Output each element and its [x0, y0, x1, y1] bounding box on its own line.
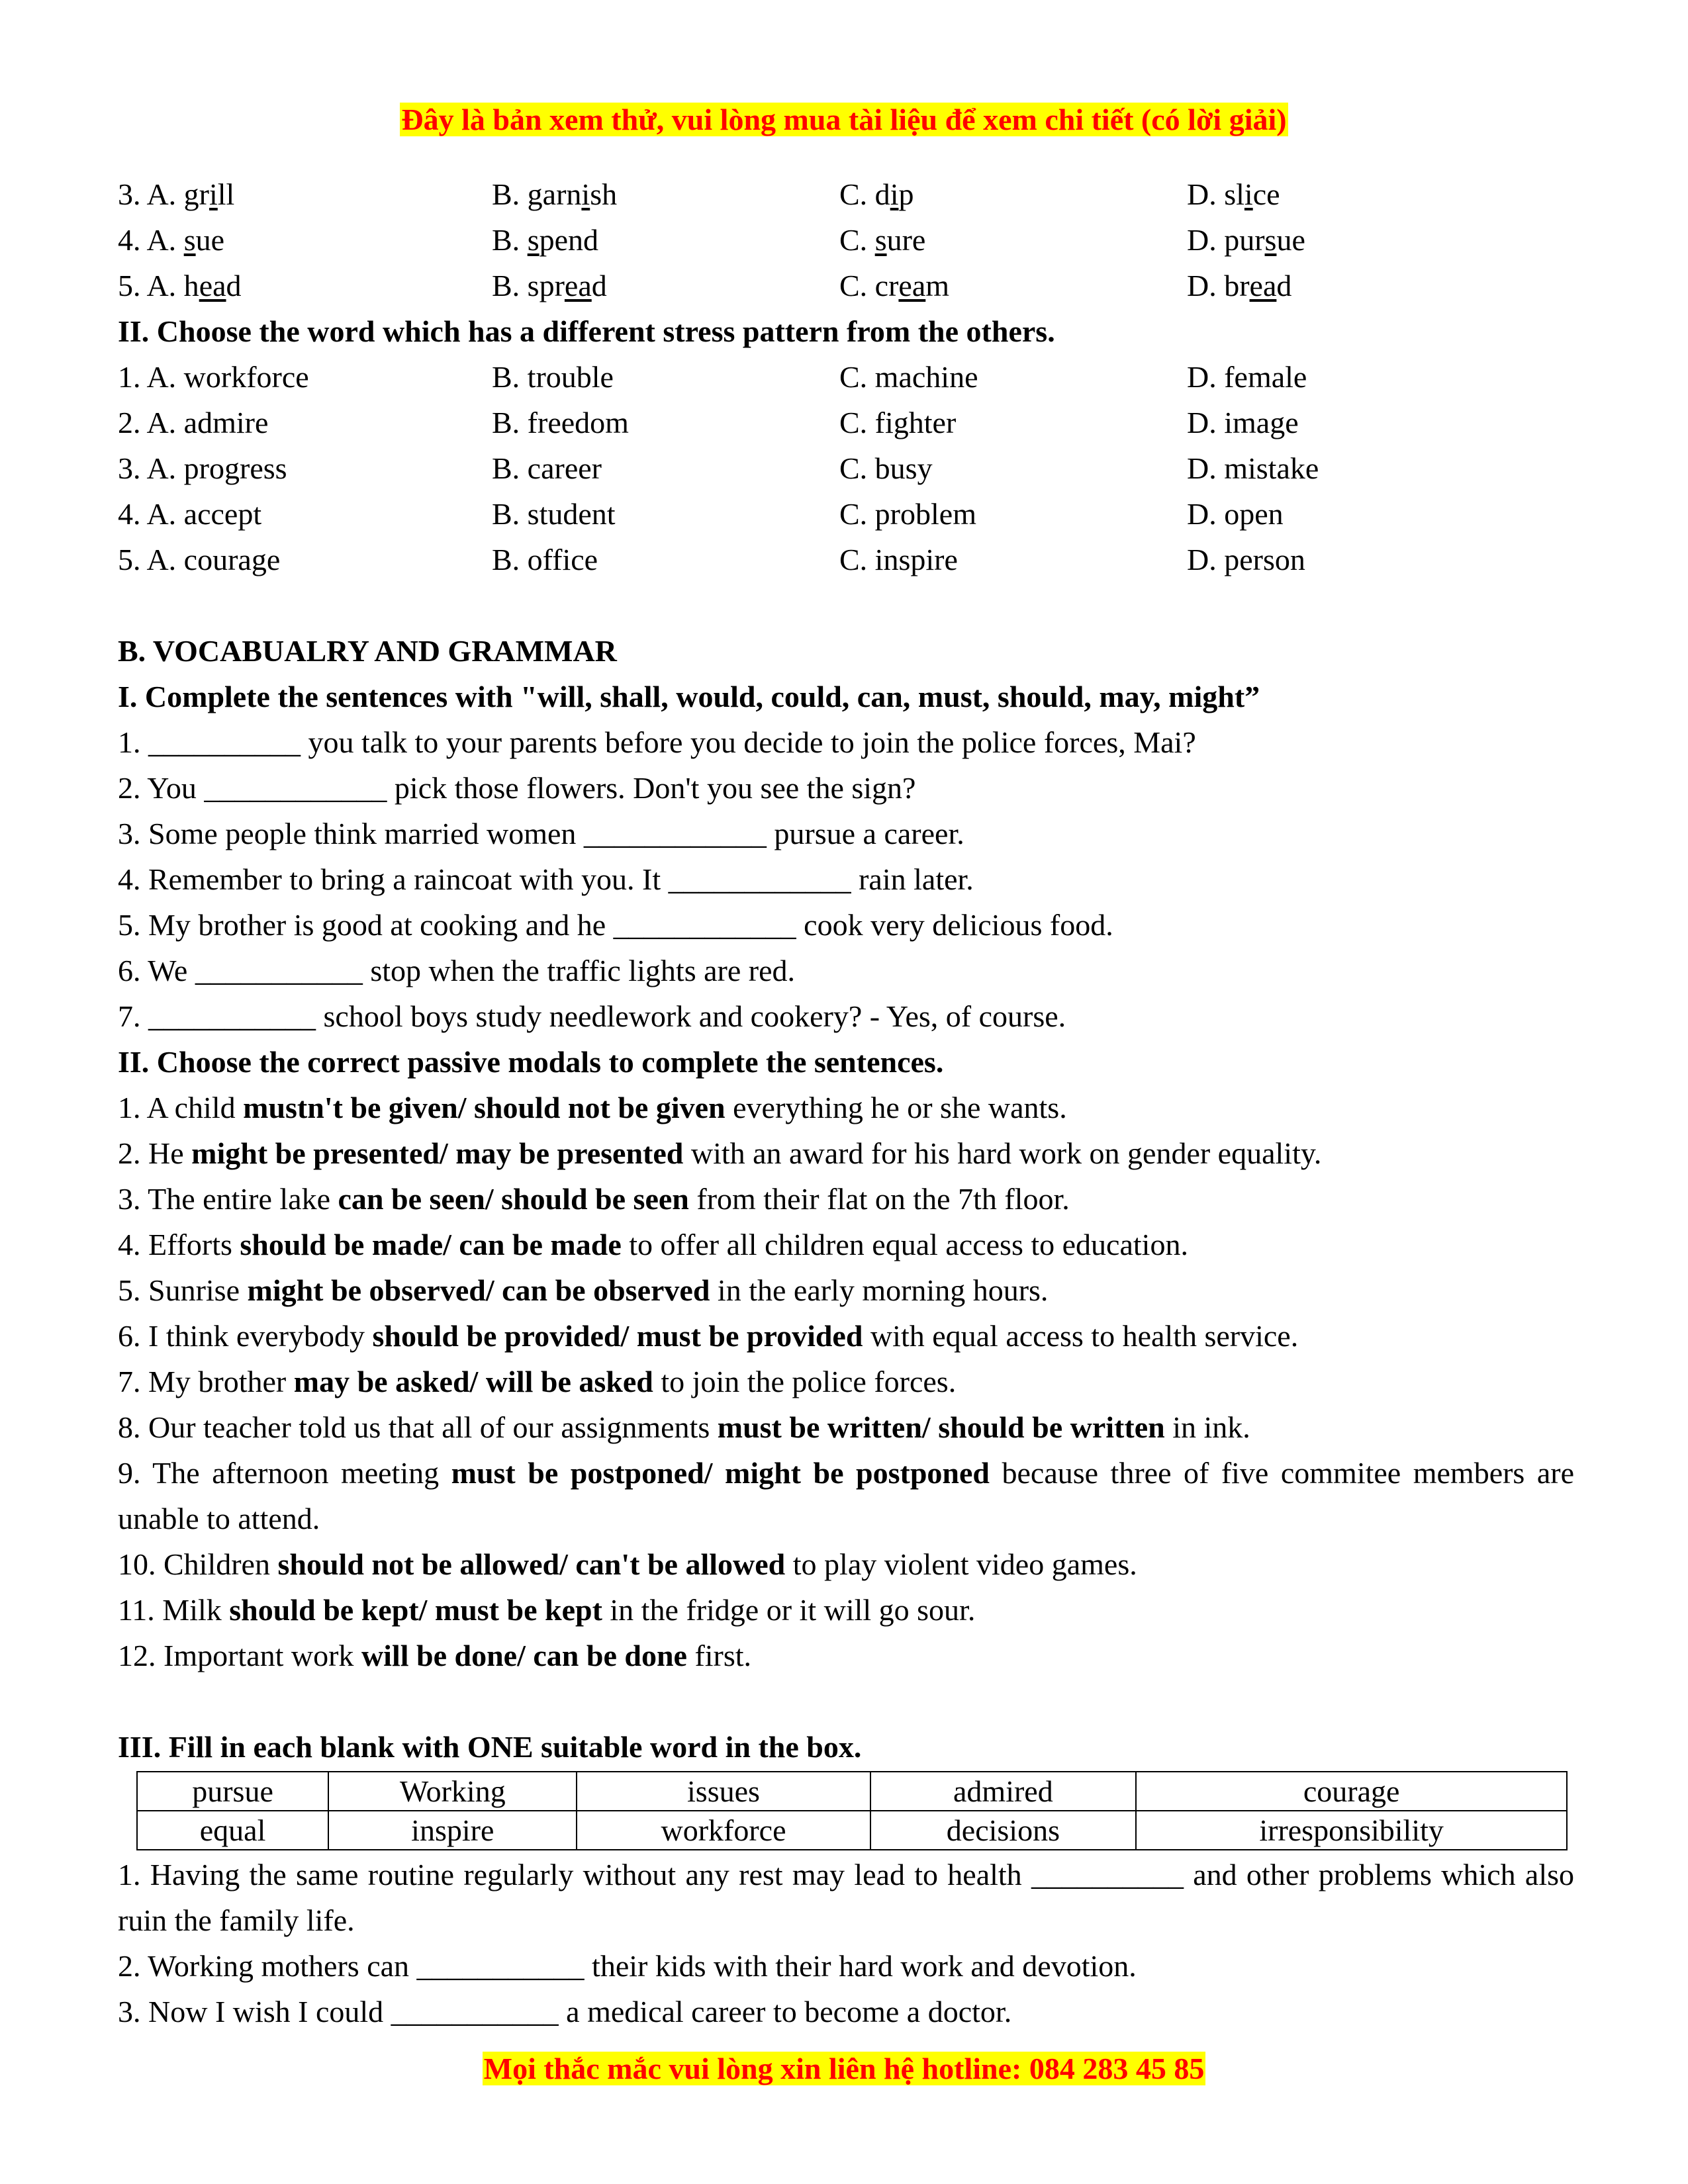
sentence-text: because three of five commitee members are unable to attend. [118, 1456, 1574, 1535]
stress-row [118, 354, 1574, 400]
option-text: B. [492, 223, 528, 257]
pronunciation-row [118, 217, 1574, 263]
pronunciation-row [118, 263, 1574, 308]
underlined-sound: i [209, 177, 218, 211]
word-box-cell: equal [137, 1811, 328, 1850]
part1-items [118, 719, 1574, 1039]
option-d: D. image [1187, 406, 1299, 439]
word-box-cell: Working [328, 1772, 577, 1811]
word-box-cell: admired [870, 1772, 1137, 1811]
sentence-text: from their flat on the 7th floor. [688, 1182, 1070, 1216]
stress-rows [118, 354, 1574, 582]
option-text: d [1276, 269, 1292, 302]
pronunciation-rows [118, 171, 1574, 308]
part3-heading: III. Fill in each blank with ONE suitable word in the box. [118, 1730, 862, 1764]
modal-choice: should be made/ can be made [240, 1228, 622, 1261]
option-text: B. garn [492, 177, 582, 211]
stress-row [118, 400, 1574, 445]
option-c [839, 263, 949, 308]
option-d: D. mistake [1187, 451, 1319, 485]
section-b-heading: B. VOCABUALRY AND GRAMMAR [118, 634, 617, 668]
modal-choice: may be asked/ will be asked [293, 1365, 653, 1398]
option-d [1187, 217, 1305, 263]
sentence-item [118, 1450, 1574, 1541]
option-text: d [591, 269, 607, 302]
option-a: 3. A. progress [118, 451, 287, 485]
option-text: ue [195, 223, 225, 257]
preview-notice-text: Đây là bản xem thử, vui lòng mua tài liệu để xem chi tiết (có lời giải) [401, 103, 1287, 136]
modal-choice: should not be allowed/ can't be allowed [277, 1547, 786, 1581]
hotline-banner [0, 2046, 1688, 2091]
option-c: C. machine [839, 360, 978, 394]
sentence-item [118, 1404, 1574, 1450]
sentence-item [118, 1313, 1574, 1359]
sentence-text: 8. Our teacher told us that all of our assignments [118, 1410, 718, 1444]
sentence-item [118, 1359, 1574, 1404]
part2-heading: II. Choose the correct passive modals to complete the sentences. [118, 1045, 944, 1079]
sentence-text: to offer all children equal access to education. [621, 1228, 1188, 1261]
option-b [492, 263, 607, 308]
preview-notice-banner [0, 97, 1688, 142]
option-b: B. career [492, 451, 602, 485]
sentence-item [118, 1633, 1574, 1678]
spacer [118, 582, 1574, 628]
underlined-sound: i [581, 177, 590, 211]
option-a: 4. A. accept [118, 497, 262, 531]
modal-choice: must be postponed/ might be postponed [451, 1456, 990, 1490]
sentence-text: to play violent video games. [785, 1547, 1137, 1581]
option-c [839, 171, 914, 217]
option-text: C. [839, 223, 875, 257]
sentence-item [118, 1085, 1574, 1130]
word-box-cell: pursue [137, 1772, 328, 1811]
stress-row [118, 491, 1574, 537]
option-d: D. open [1187, 497, 1284, 531]
option-text: D. br [1187, 269, 1250, 302]
stress-row [118, 537, 1574, 582]
underlined-sound: ea [199, 269, 226, 302]
part3-items [118, 1852, 1574, 2034]
option-text: sh [590, 177, 618, 211]
sentence-text: 3. The entire lake [118, 1182, 338, 1216]
option-b: B. student [492, 497, 616, 531]
underlined-sound: s [183, 223, 196, 257]
option-a: 5. A. courage [118, 543, 281, 576]
option-b [492, 171, 617, 217]
option-text: 3. A. gr [118, 177, 209, 211]
option-b: B. freedom [492, 406, 629, 439]
sentence-item [118, 1130, 1574, 1176]
sentence-text: 2. He [118, 1136, 192, 1170]
option-d [1187, 263, 1291, 308]
underlined-sound: ea [1249, 269, 1277, 302]
option-text: D. sl [1187, 177, 1244, 211]
stress-row [118, 445, 1574, 491]
option-text: m [925, 269, 950, 302]
option-text: C. cr [839, 269, 899, 302]
pronunciation-row [118, 171, 1574, 217]
sentence-text: 9. The afternoon meeting [118, 1456, 451, 1490]
modal-choice: might be observed/ can be observed [247, 1273, 710, 1307]
sentence-text: in the fridge or it will go sour. [602, 1593, 976, 1627]
sentence-item: 2. You ____________ pick those flowers. Don't you see the sign? [118, 771, 916, 805]
underlined-sound: s [527, 223, 539, 257]
option-b [492, 217, 598, 263]
stress-heading: II. Choose the word which has a different stress pattern from the others. [118, 314, 1055, 348]
modal-choice: should be kept/ must be kept [229, 1593, 602, 1627]
sentence-text: 5. Sunrise [118, 1273, 248, 1307]
word-box-row [137, 1772, 1567, 1811]
option-a [118, 217, 224, 263]
option-text: pend [539, 223, 599, 257]
part2-items [118, 1085, 1574, 1678]
option-c: C. problem [839, 497, 976, 531]
sentence-item: 6. We ___________ stop when the traffic lights are red. [118, 954, 795, 987]
word-box-cell: irresponsibility [1136, 1811, 1567, 1850]
word-box-cell: courage [1136, 1772, 1567, 1811]
sentence-item [118, 1176, 1574, 1222]
sentence-text: with equal access to health service. [863, 1319, 1299, 1353]
modal-choice: can be seen/ should be seen [338, 1182, 689, 1216]
underlined-sound: s [874, 223, 887, 257]
underlined-sound: i [890, 177, 899, 211]
sentence-text: with an award for his hard work on gender equality. [683, 1136, 1322, 1170]
option-text: ll [217, 177, 235, 211]
sentence-item: 7. ___________ school boys study needlework and cookery? - Yes, of course. [118, 999, 1066, 1033]
word-box-table [136, 1771, 1568, 1850]
option-d: D. person [1187, 543, 1305, 576]
sentence-item: 1. __________ you talk to your parents before you decide to join the police forces, Mai? [118, 725, 1196, 759]
underlined-sound: ea [898, 269, 926, 302]
worksheet-content [118, 171, 1574, 2034]
option-a: 1. A. workforce [118, 360, 309, 394]
sentence-text: 7. My brother [118, 1365, 294, 1398]
sentence-text: in ink. [1164, 1410, 1250, 1444]
sentence-text: first. [686, 1639, 752, 1672]
sentence-item: 3. Now I wish I could ___________ a medical career to become a doctor. [118, 1995, 1012, 2028]
option-c: C. inspire [839, 543, 958, 576]
word-box-cell: decisions [870, 1811, 1137, 1850]
sentence-item [118, 1267, 1574, 1313]
sentence-text: 11. Milk [118, 1593, 230, 1627]
option-text: D. pur [1187, 223, 1265, 257]
sentence-text: 10. Children [118, 1547, 278, 1581]
underlined-sound: ea [564, 269, 592, 302]
option-text: d [226, 269, 242, 302]
underlined-sound: i [1244, 177, 1253, 211]
option-text: ue [1276, 223, 1305, 257]
modal-choice: mustn't be given/ should not be given [243, 1091, 726, 1124]
sentence-item [118, 1541, 1574, 1587]
sentence-text: 6. I think everybody [118, 1319, 373, 1353]
option-text: p [898, 177, 914, 211]
option-text: C. d [839, 177, 890, 211]
sentence-text: in the early morning hours. [710, 1273, 1049, 1307]
option-c: C. busy [839, 451, 933, 485]
sentence-item [118, 1222, 1574, 1267]
option-a [118, 171, 234, 217]
option-c: C. fighter [839, 406, 957, 439]
sentence-text: 4. Efforts [118, 1228, 240, 1261]
option-text: 4. A. [118, 223, 184, 257]
option-text: B. spr [492, 269, 565, 302]
sentence-item: 4. Remember to bring a raincoat with you. It ____________ rain later. [118, 862, 974, 896]
modal-choice: should be provided/ must be provided [372, 1319, 863, 1353]
underlined-sound: s [1264, 223, 1277, 257]
option-text: ce [1252, 177, 1280, 211]
option-b: B. trouble [492, 360, 614, 394]
sentence-text: 1. A child [118, 1091, 244, 1124]
sentence-text: to join the police forces. [653, 1365, 957, 1398]
option-text: ure [886, 223, 926, 257]
option-text: 5. A. h [118, 269, 199, 302]
option-a [118, 263, 242, 308]
sentence-item: 2. Working mothers can ___________ their kids with their hard work and devotion. [118, 1949, 1137, 1983]
sentence-text: everything he or she wants. [725, 1091, 1067, 1124]
sentence-text: 12. Important work [118, 1639, 361, 1672]
spacer [118, 1678, 1574, 1724]
modal-choice: might be presented/ may be presented [191, 1136, 684, 1170]
word-box-cell: workforce [577, 1811, 870, 1850]
option-c [839, 217, 925, 263]
option-d: D. female [1187, 360, 1307, 394]
word-box-row [137, 1811, 1567, 1850]
word-box-cell: issues [577, 1772, 870, 1811]
sentence-item: 1. Having the same routine regularly without any rest may lead to health __________ and other problems which also ruin the family life. [118, 1858, 1574, 1937]
option-d [1187, 171, 1280, 217]
part1-heading: I. Complete the sentences with "will, shall, would, could, can, must, should, may, might” [118, 680, 1260, 713]
modal-choice: will be done/ can be done [361, 1639, 687, 1672]
sentence-item [118, 1587, 1574, 1633]
option-b: B. office [492, 543, 598, 576]
modal-choice: must be written/ should be written [717, 1410, 1165, 1444]
hotline-text: Mọi thắc mắc vui lòng xin liên hệ hotline: 084 283 45 85 [483, 2052, 1205, 2085]
sentence-item: 5. My brother is good at cooking and he ____________ cook very delicious food. [118, 908, 1113, 942]
option-a: 2. A. admire [118, 406, 269, 439]
word-box-cell: inspire [328, 1811, 577, 1850]
sentence-item: 3. Some people think married women ____________ pursue a career. [118, 817, 964, 850]
